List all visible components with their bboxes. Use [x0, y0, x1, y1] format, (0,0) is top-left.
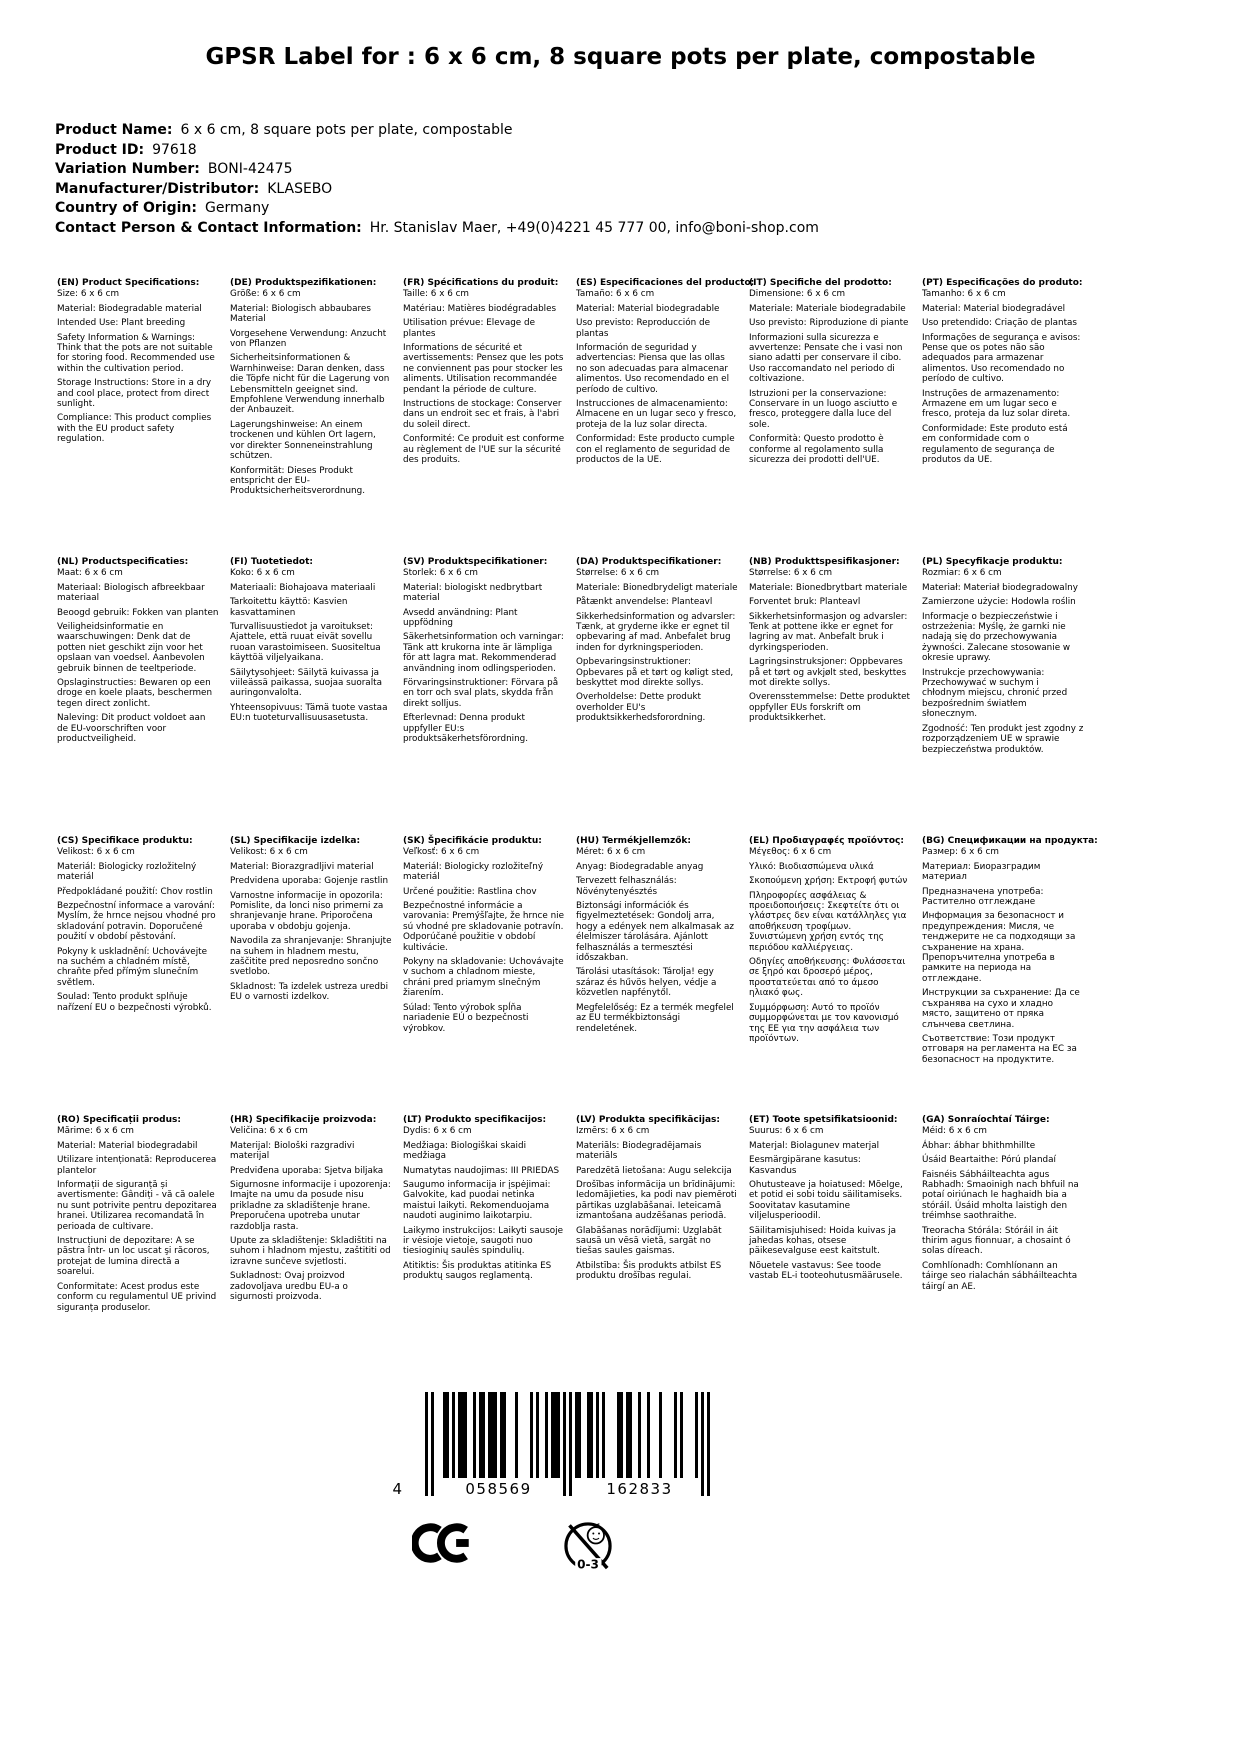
- spec-section: Förvaringsinstruktioner: Förvara på en torr och sval plats, skydda från direkt solljus.: [403, 678, 559, 709]
- product-info-row: [55, 180, 819, 200]
- spec-section: Material: Biodegradable material: [57, 303, 202, 314]
- spec-section: Sicherheitsinformationen & Warnhinweise: Daran denken, dass die Töpfe nicht für die Lagerung von Lebensmitteln geeignet sind. Empfohlene Verwendung innerhalb der Anbauzeit.: [230, 353, 390, 416]
- spec-section: Ábhar: ábhar bhithmhillte: [922, 1140, 1036, 1151]
- spec-section: Instructions de stockage: Conserver dans un endroit sec et frais, à l'abri du soleil direct.: [403, 399, 562, 430]
- language-block-sections: [922, 847, 1084, 1065]
- spec-section: Předpokládané použití: Chov rostlin: [57, 886, 213, 897]
- spec-section: Pokyny k uskladnění: Uchovávejte na suchém a chladném místě, chraňte před přímým slunečním světlem.: [57, 946, 208, 988]
- product-info-row: [55, 141, 819, 161]
- language-block-es: [576, 278, 755, 557]
- product-info-value: KLASEBO: [267, 180, 333, 197]
- spec-section: Naleving: Dit product voldoet aan de EU-voorschriften voor productveiligheid.: [57, 713, 206, 745]
- spec-section: Materiaali: Biohajoava materiaali: [230, 582, 376, 593]
- spec-section: Turvallisuustiedot ja varoitukset: Ajattele, että ruuat eivät sovellu ruoan varastoimiseen. Suositeltua käyttöä viljelyaikana.: [230, 622, 381, 664]
- product-info-label: Manufacturer/Distributor:: [55, 180, 260, 197]
- language-block-header: (IT) Specifiche del prodotto:: [749, 278, 892, 288]
- language-block-ga: [922, 1115, 1095, 1394]
- spec-section: Méret: 6 x 6 cm: [576, 847, 646, 858]
- age-warning-label: 0-3: [577, 1557, 599, 1572]
- ce-mark-icon: [412, 1522, 474, 1564]
- language-block-lt: [403, 1115, 576, 1394]
- barcode-right-digits: 162833: [606, 1480, 673, 1498]
- spec-section: Instrucțiuni de depozitare: A se păstra într- un loc uscat şi răcoros, protejat de lumina directă a soarelui.: [57, 1236, 210, 1278]
- spec-section: Conformité: Ce produit est conforme au règlement de l'UE sur la sécurité des produits.: [403, 434, 565, 466]
- spec-section: Treoracha Stórála: Stóráil in áit thirim agus fionnuar, a chosaint ó solas díreach.: [922, 1225, 1071, 1257]
- language-block-hu: [576, 836, 749, 1115]
- spec-section: Forventet bruk: Planteavl: [749, 597, 861, 608]
- spec-section: Material: Biorazgradljivi material: [230, 861, 374, 872]
- spec-section: Предназначена употреба: Растително отглеждане: [922, 886, 1044, 908]
- spec-section: Conformidade: Este produto está em conformidade com o regulamento de segurança de produtos da UE.: [922, 423, 1068, 466]
- baby-face-icon: [588, 1527, 604, 1543]
- spec-section: Съответствие: Този продукт отговаря на регламента на ЕС за безопасност на продуктите.: [922, 1033, 1077, 1065]
- spec-section: Materiale: Materiale biodegradabile: [749, 303, 906, 314]
- language-block-sections: [576, 289, 738, 465]
- spec-section: Drošības informācija un brīdinājumi: Iedomājieties, ka podi nav piemēroti pārtikas uzglabāšanai. Ieteicamā izmantošana audzēšanas periodā.: [576, 1180, 737, 1222]
- spec-section: Sikkerhetsinformasjon og advarsler: Tenk at pottene ikke er egnet for lagring av mat. Anbefalt bruk i dyrkingsperioden.: [749, 611, 908, 653]
- language-block-header: (SK) Špecifikácie produktu:: [403, 836, 542, 846]
- spec-section: Υλικό: Βιοδιασπώμενα υλικά: [749, 861, 874, 872]
- spec-section: Materiaal: Biologisch afbreekbaar materiaal: [57, 582, 205, 604]
- spec-section: Numatytas naudojimas: III PRIEDAS: [403, 1165, 560, 1176]
- spec-section: Tarkoitettu käyttö: Kasvien kasvattaminen: [230, 597, 348, 618]
- language-block-sections: [403, 289, 565, 465]
- language-block-header: (NL) Productspecificaties:: [57, 557, 189, 567]
- spec-section: Velikost: 6 x 6 cm: [230, 847, 308, 858]
- spec-section: Material: Material biodegradable: [576, 303, 720, 314]
- language-block-et: [749, 1115, 922, 1394]
- spec-section: Navodila za shranjevanje: Shranjujte na suhem in hladnem mestu, zaščitite pred neposredno sončno svetlobo.: [230, 936, 392, 978]
- spec-section: Lagringsinstruksjoner: Oppbevares på et tørt og avkjølt sted, beskyttes mot direkte sollys.: [749, 657, 907, 689]
- product-info-label: Product Name:: [55, 122, 173, 138]
- language-block-header: (FI) Tuotetiedot:: [230, 557, 314, 567]
- spec-section: Rozmiar: 6 x 6 cm: [922, 568, 1002, 579]
- spec-section: Informacje o bezpieczeństwie i ostrzeżenia: Myślę, że garnki nie nadają się do przechowywania żywności. Zalecane stosowanie w okresie uprawy.: [922, 611, 1071, 664]
- language-block-sections: [749, 847, 911, 1044]
- spec-section: Suurus: 6 x 6 cm: [749, 1126, 824, 1137]
- language-block-sections: [576, 568, 738, 723]
- product-info-row: [55, 121, 819, 141]
- spec-section: Instrukcje przechowywania: Przechowywać w suchym i chłodnym miejscu, chronić przed bezpośrednim światłem słonecznym.: [922, 667, 1068, 720]
- spec-section: Veľkosť: 6 x 6 cm: [403, 847, 480, 858]
- language-block-sections: [57, 289, 219, 444]
- spec-section: Ohutusteave ja hoiatused: Mõelge, et potid ei sobi toidu säilitamiseks. Soovitatav kasutamine viljelusperioodil.: [749, 1180, 903, 1222]
- spec-section: Anyag: Biodegradable anyag: [576, 861, 704, 872]
- language-block-header: (EN) Product Specifications:: [57, 278, 200, 288]
- language-block-sections: [922, 289, 1084, 465]
- language-block-header: (GA) Sonraíochtaí Táirge:: [922, 1115, 1050, 1125]
- spec-section: Conformità: Questo prodotto è conforme al regolamento sulla sicurezza dei prodotti dell'UE.: [749, 434, 884, 466]
- language-block-nb: [749, 557, 922, 836]
- spec-section: Opbevaringsinstruktioner: Opbevares på et tørt og køligt sted, beskyttet mod direkte sollys.: [576, 657, 734, 689]
- language-block-sections: [230, 1126, 392, 1302]
- spec-section: Πληροφορίες ασφάλειας & προειδοποιήσεις: Σκεφτείτε ότι οι γλάστρες δεν είναι κατάλληλες για αποθήκευση τροφίμων. Συνιστώμενη χρήση εντός της περιόδου καλλιέργειας.: [749, 890, 907, 953]
- language-block-en: [57, 278, 230, 557]
- language-block-hr: [230, 1115, 403, 1394]
- spec-section: Izmērs: 6 x 6 cm: [576, 1126, 650, 1137]
- spec-section: Velikost: 6 x 6 cm: [57, 847, 135, 858]
- spec-section: Materjal: Biolagunev materjal: [749, 1140, 880, 1151]
- spec-section: Medžiaga: Biologiškai skaidi medžiaga: [403, 1140, 527, 1162]
- spec-section: Informations de sécurité et avertissements: Pensez que les pots ne conviennent pas pour stocker les aliments. Utilisation recommandée pendant la période de culture.: [403, 343, 564, 395]
- spec-section: Dimensione: 6 x 6 cm: [749, 289, 846, 300]
- spec-section: Material: Material biodegradabil: [57, 1140, 198, 1151]
- language-block-header: (HR) Specifikacije proizvoda:: [230, 1115, 377, 1125]
- spec-section: Sikkerhedsinformation og advarsler: Tænk, at gryderne ikke er egnet til opbevaring af mad. Anbefalet brug inden for dyrkningsperioden.: [576, 611, 736, 653]
- spec-section: Nõuetele vastavus: See toode vastab EL-i tooteohutusmäärusele.: [749, 1260, 903, 1282]
- language-block-sk: [403, 836, 576, 1115]
- barcode-lead-digit: 4: [392, 1480, 404, 1498]
- language-block-de: [230, 278, 403, 557]
- language-block-header: (FR) Spécifications du produit:: [403, 278, 559, 288]
- footer: [388, 1392, 808, 1612]
- language-block-header: (RO) Specificații produs:: [57, 1115, 181, 1125]
- spec-section: Størrelse: 6 x 6 cm: [749, 568, 833, 579]
- product-info-value: 97618: [152, 141, 197, 158]
- language-block-lv: [576, 1115, 749, 1394]
- spec-section: Materiale: Bionedbrytbart materiale: [749, 582, 908, 593]
- spec-section: Säkerhetsinformation och varningar: Tänk att krukorna inte är lämpliga för att lagra mat. Rekommenderad användning inom odlingsperioden.: [403, 632, 564, 674]
- spec-section: Eesmärgipärane kasutus: Kasvandus: [749, 1155, 861, 1176]
- language-block-ro: [57, 1115, 230, 1394]
- language-block-sections: [749, 289, 911, 465]
- spec-section: Σκοπούμενη χρήση: Εκτροφή φυτών: [749, 876, 908, 887]
- spec-section: Biztonsági információk és figyelmeztetések: Gondolj arra, hogy a edények nem alkalmasak az élelmiszer tárolására. Ajánlott felhasználás a termesztési időszakban.: [576, 901, 735, 964]
- spec-section: Size: 6 x 6 cm: [57, 289, 120, 300]
- spec-section: Информация за безопасност и предупреждения: Мисля, че тенджерите не са подходящи за съхранение на храна. Препоръчителна употреба в рамките на периода на отглеждане.: [922, 911, 1076, 984]
- language-block-header: (SL) Specifikacije izdelka:: [230, 836, 361, 846]
- language-block-header: (BG) Спецификации на продукта:: [922, 836, 1098, 846]
- spec-section: Størrelse: 6 x 6 cm: [576, 568, 660, 579]
- spec-section: Intended Use: Plant breeding: [57, 318, 186, 329]
- spec-section: Pokyny na skladovanie: Uchovávajte v suchom a chladnom mieste, chráni pred priamym slnečným žiarením.: [403, 957, 564, 999]
- product-info-value: BONI-42475: [207, 161, 293, 177]
- spec-section: Dydis: 6 x 6 cm: [403, 1126, 472, 1137]
- spec-section: Uso previsto: Riproduzione di piante: [749, 318, 909, 329]
- spec-section: Matériau: Matières biodégradables: [403, 303, 557, 314]
- spec-section: Istruzioni per la conservazione: Conservare in un luogo asciutto e fresco, proteggere dalla luce del sole.: [749, 388, 898, 430]
- spec-section: Avsedd användning: Plant uppfödning: [403, 607, 518, 629]
- spec-section: Skladnost: Ta izdelek ustreza uredbi EU o varnosti izdelkov.: [230, 981, 389, 1003]
- spec-section: Konformität: Dieses Produkt entspricht der EU-Produktsicherheitsverordnung.: [230, 465, 366, 497]
- language-grid: [57, 278, 1098, 1394]
- language-block-header: (SV) Produktspecifikationer:: [403, 557, 548, 567]
- language-block-sections: [576, 847, 738, 1034]
- ean-barcode: [388, 1392, 718, 1502]
- spec-section: Efterlevnad: Denna produkt uppfyller EU:s produktsäkerhetsförordning.: [403, 713, 529, 745]
- spec-section: Instrucciones de almacenamiento: Almacene en un lugar seco y fresco, proteja de la luz solar directa.: [576, 399, 737, 430]
- product-info-label: Contact Person & Contact Information:: [55, 219, 362, 236]
- spec-section: Instruções de armazenamento: Armazene em um lugar seco e fresco, proteja da luz solar direta.: [922, 388, 1071, 420]
- language-block-sections: [576, 1126, 738, 1281]
- spec-section: Mărime: 6 x 6 cm: [57, 1126, 134, 1137]
- spec-section: Storlek: 6 x 6 cm: [403, 568, 478, 579]
- spec-section: Größe: 6 x 6 cm: [230, 289, 301, 300]
- spec-section: Informații de siguranță și avertismente: Gândiți - vă că oalele nu sunt potrivite pentru depozitarea hranei. Utilizarea recomandată în perioada de cultivare.: [57, 1180, 217, 1232]
- language-block-sections: [922, 1126, 1084, 1292]
- spec-section: Размер: 6 x 6 cm: [922, 847, 999, 858]
- spec-section: Utilisation prévue: Elevage de plantes: [403, 318, 536, 339]
- product-info-value: Germany: [205, 200, 270, 216]
- spec-section: Atitiktis: Šis produktas atitinka ES produktų saugos reglamentą.: [403, 1260, 552, 1282]
- spec-section: Lagerungshinweise: An einem trockenen und kühlen Ort lagern, vor direkter Sonneneinstrahlung schützen.: [230, 419, 376, 462]
- language-block-header: (DE) Produktspezifikationen:: [230, 278, 377, 288]
- spec-section: Koko: 6 x 6 cm: [230, 568, 295, 579]
- spec-section: Tamanho: 6 x 6 cm: [922, 289, 1006, 300]
- spec-section: Zamierzone użycie: Hodowla roślin: [922, 597, 1076, 608]
- spec-section: Predvidena uporaba: Gojenje rastlin: [230, 876, 389, 887]
- spec-section: Материал: Биоразградим материал: [922, 861, 1041, 883]
- language-block-it: [749, 278, 922, 557]
- spec-section: Utilizare intenționată: Reproducerea plantelor: [57, 1155, 217, 1176]
- product-info-label: Country of Origin:: [55, 200, 197, 216]
- language-block-header: (EL) Προδιαγραφές προϊόντος:: [749, 836, 904, 846]
- language-block-da: [576, 557, 749, 836]
- spec-section: Saugumo informacija ir įspėjimai: Galvokite, kad puodai netinka maistui laikyti. Rekomenduojama naudoti auginimo laikotarpiu.: [403, 1180, 551, 1222]
- spec-section: Overensstemmelse: Dette produktet oppfyller EUs forskrift om produktsikkerhet.: [749, 692, 910, 724]
- language-block-bg: [922, 836, 1098, 1115]
- spec-section: Opslaginstructies: Bewaren op een droge en koele plaats, beschermen tegen direct zonlicht.: [57, 678, 213, 709]
- spec-section: Sigurnosne informacije i upozorenja: Imajte na umu da posude nisu prikladne za skladištenje hrane. Preporučena upotreba unutar razdoblja rasta.: [230, 1180, 391, 1232]
- language-block-pl: [922, 557, 1095, 836]
- spec-section: Materijal: Biološki razgradivi materijal: [230, 1140, 355, 1162]
- language-block-el: [749, 836, 922, 1115]
- spec-section: Materiale: Bionedbrydeligt materiale: [576, 582, 738, 593]
- spec-section: Materiál: Biologicky rozložitelný materiál: [57, 861, 197, 883]
- language-block-sections: [403, 847, 565, 1034]
- language-block-fr: [403, 278, 576, 557]
- spec-section: Información de seguridad y advertencias: Piensa que las ollas no son adecuadas para almacenar alimentos. Uso recomendado en el período de cultivo.: [576, 343, 730, 395]
- spec-section: Uso pretendido: Criação de plantas: [922, 318, 1078, 329]
- spec-section: Upute za skladištenje: Skladištiti na suhom i hladnom mjestu, zaštititi od izravne sunčeve svjetlosti.: [230, 1236, 391, 1267]
- spec-section: Tárolási utasítások: Tárolja! egy száraz és hűvös helyen, védje a közvetlen napfénytől.: [576, 967, 717, 999]
- spec-section: Glabāšanas norādījumi: Uzglabāt sausā un vēsā vietā, sargāt no tiešas saules gaismas.: [576, 1225, 722, 1257]
- language-block-sections: [403, 568, 565, 744]
- spec-section: Predviđena uporaba: Sjetva biljaka: [230, 1165, 384, 1176]
- spec-section: Maat: 6 x 6 cm: [57, 568, 123, 579]
- language-block-sections: [230, 847, 392, 1002]
- language-block-header: (DA) Produktspecifikationer:: [576, 557, 722, 567]
- language-block-header: (HU) Termékjellemzők:: [576, 836, 692, 846]
- spec-section: Paredzētā lietošana: Augu selekcija: [576, 1165, 732, 1176]
- spec-section: Säilytysohjeet: Säilytä kuivassa ja viileässä paikassa, suojaa suoralta auringonvalolta.: [230, 667, 382, 699]
- language-block-header: (ES) Especificaciones del producto:: [576, 278, 755, 288]
- language-block-header: (LT) Produkto specifikacijos:: [403, 1115, 547, 1125]
- language-block-sections: [230, 568, 392, 723]
- language-block-sections: [230, 289, 392, 496]
- spec-section: Materiál: Biologicky rozložiteľný materiál: [403, 861, 544, 883]
- spec-section: Material: Material biodegradável: [922, 303, 1066, 314]
- spec-section: Μέγεθος: 6 x 6 cm: [749, 847, 832, 858]
- language-block-header: (ET) Toote spetsifikatsioonid:: [749, 1115, 898, 1125]
- language-block-sections: [57, 1126, 219, 1313]
- language-block-header: (LV) Produkta specifikācijas:: [576, 1115, 720, 1125]
- language-block-sections: [749, 568, 911, 723]
- barcode-left-digits: 058569: [465, 1480, 532, 1498]
- language-block-sections: [403, 1126, 565, 1281]
- spec-section: Overholdelse: Dette produkt overholder EU's produktsikkerhedsforordning.: [576, 692, 706, 724]
- language-block-fi: [230, 557, 403, 836]
- product-info-label: Product ID:: [55, 141, 145, 158]
- language-block-sv: [403, 557, 576, 836]
- spec-section: Určené použitie: Rastlina chov: [403, 886, 537, 897]
- spec-section: Materiāls: Biodegradējamais materiāls: [576, 1140, 702, 1162]
- spec-section: Yhteensopivuus: Tämä tuote vastaa EU:n tuoteturvallisuusasetusta.: [230, 702, 388, 724]
- spec-section: Material: Biologisch abbaubares Material: [230, 303, 371, 325]
- language-block-header: (PT) Especificações do produto:: [922, 278, 1083, 288]
- spec-section: Tervezett felhasználás: Növénytenyésztés: [576, 876, 677, 897]
- spec-section: Súlad: Tento výrobok spĺňa nariadenie EÚ o bezpečnosti výrobkov.: [403, 1002, 529, 1034]
- spec-section: Инструкции за съхранение: Да се съхранява на сухо и хладно място, защитено от пряка слънчева светлина.: [922, 988, 1080, 1030]
- language-block-cs: [57, 836, 230, 1115]
- spec-section: Bezpečnostní informace a varování: Myslím, že hrnce nejsou vhodné pro skladování potravin. Doporučené použití v období pěstování.: [57, 901, 216, 943]
- spec-section: Zgodność: Ten produkt jest zgodny z rozporządzeniem UE w sprawie bezpieczeństwa produktów.: [922, 723, 1084, 755]
- product-info: [55, 121, 819, 238]
- language-block-sections: [57, 568, 219, 744]
- spec-section: Informazioni sulla sicurezza e avvertenze: Pensate che i vasi non siano adatti per conservare il cibo. Uso raccomandato nel periodo di coltivazione.: [749, 332, 903, 385]
- spec-section: Säilitamisjuhised: Hoida kuivas ja jahedas kohas, otsese päikesevalguse eest kaitstult.: [749, 1225, 896, 1257]
- language-block-pt: [922, 278, 1095, 557]
- spec-section: Tamaño: 6 x 6 cm: [576, 289, 655, 300]
- age-warning-icon: [556, 1514, 620, 1578]
- language-block-sections: [57, 847, 219, 1013]
- spec-section: Úsáid Beartaithe: Pórú plandaí: [922, 1155, 1056, 1166]
- language-block-header: (CS) Specifikace produktu:: [57, 836, 193, 846]
- spec-section: Faisnéis Sábháilteachta agus Rabhadh: Smaoinigh nach bhfuil na potaí oiriúnach le haghaidh bia a stóráil. Úsáid mholta laistigh den tréimhse saothraithe.: [922, 1169, 1079, 1222]
- spec-section: Atbilstība: Šis produkts atbilst ES produktu drošības regulai.: [576, 1260, 722, 1282]
- spec-section: Taille: 6 x 6 cm: [403, 289, 470, 300]
- product-info-row: [55, 219, 819, 239]
- spec-section: Påtænkt anvendelse: Planteavl: [576, 597, 713, 608]
- spec-section: Beoogd gebruik: Fokken van planten: [57, 607, 219, 618]
- spec-section: Comhlíonadh: Comhlíonann an táirge seo rialachán sábháilteachta táirgí an AE.: [922, 1260, 1078, 1292]
- spec-section: Οδηγίες αποθήκευσης: Φυλάσσεται σε ξηρό και δροσερό μέρος, προστατεύεται από το άμεσο ηλιακό φως.: [749, 957, 906, 999]
- product-info-value: Hr. Stanislav Maer, +49(0)4221 45 777 00, info@boni-shop.com: [369, 219, 819, 236]
- spec-section: Safety Information & Warnings: Think that the pots are not suitable for storing food. Recommended use within the cultivation period.: [57, 332, 215, 374]
- spec-section: Storage Instructions: Store in a dry and cool place, protect from direct sunlight.: [57, 378, 212, 410]
- spec-section: Συμμόρφωση: Αυτό το προϊόν συμμορφώνεται με τον κανονισμό της ΕΕ για την ασφάλεια των προϊόντων.: [749, 1002, 899, 1044]
- spec-section: Megfelelőség: Ez a termék megfelel az EU termékbiztonsági rendeletének.: [576, 1002, 734, 1034]
- spec-section: Veličina: 6 x 6 cm: [230, 1126, 308, 1137]
- spec-section: Laikymo instrukcijos: Laikyti sausoje ir vėsioje vietoje, saugoti nuo tiesioginių saulės spindulių.: [403, 1225, 564, 1257]
- spec-section: Uso previsto: Reproducción de plantas: [576, 318, 710, 339]
- spec-section: Bezpečnostné informácie a varovania: Premýšľajte, že hrnce nie sú vhodné pre skladovanie potravín. Odporúčané použitie v období kultivácie.: [403, 901, 565, 953]
- spec-section: Soulad: Tento produkt splňuje nařízení EU o bezpečnosti výrobků.: [57, 992, 212, 1013]
- spec-section: Informações de segurança e avisos: Pense que os potes não são adequados para armazenar alimentos. Uso recomendado no período de cultivo.: [922, 332, 1081, 385]
- product-info-row: [55, 160, 819, 180]
- language-block-header: (PL) Specyfikacje produktu:: [922, 557, 1063, 567]
- language-block-header: (NB) Produkttspesifikasjoner:: [749, 557, 900, 567]
- product-info-label: Variation Number:: [55, 161, 200, 177]
- spec-section: Varnostne informacije in opozorila: Pomislite, da lonci niso primerni za shranjevanje hrane. Priporočena uporaba v obdobju gojenja.: [230, 890, 384, 932]
- spec-section: Conformitate: Acest produs este conform cu regulamentul UE privind siguranța produselor.: [57, 1281, 217, 1313]
- spec-section: Compliance: This product complies with the EU product safety regulation.: [57, 413, 212, 445]
- spec-section: Méid: 6 x 6 cm: [922, 1126, 987, 1137]
- product-info-row: [55, 199, 819, 219]
- spec-section: Conformidad: Este producto cumple con el reglamento de seguridad de productos de la UE.: [576, 434, 735, 466]
- spec-section: Veiligheidsinformatie en waarschuwingen: Denk dat de potten niet geschikt zijn voor het opslaan van voedsel. Aanbevolen gebruik binnen de teeltperiode.: [57, 622, 205, 674]
- product-info-value: 6 x 6 cm, 8 square pots per plate, compostable: [180, 122, 513, 138]
- spec-section: Materiał: Materiał biodegradowalny: [922, 582, 1078, 593]
- language-block-sections: [922, 568, 1084, 755]
- language-block-nl: [57, 557, 230, 836]
- page-title: GPSR Label for : 6 x 6 cm, 8 square pots per plate, compostable: [205, 44, 1036, 70]
- language-block-sl: [230, 836, 403, 1115]
- spec-section: Vorgesehene Verwendung: Anzucht von Pflanzen: [230, 328, 387, 350]
- spec-section: Sukladnost: Ovaj proizvod zadovoljava uredbu EU-a o sigurnosti proizvoda.: [230, 1271, 348, 1303]
- spec-section: Material: biologiskt nedbrytbart material: [403, 582, 543, 604]
- language-block-sections: [749, 1126, 911, 1281]
